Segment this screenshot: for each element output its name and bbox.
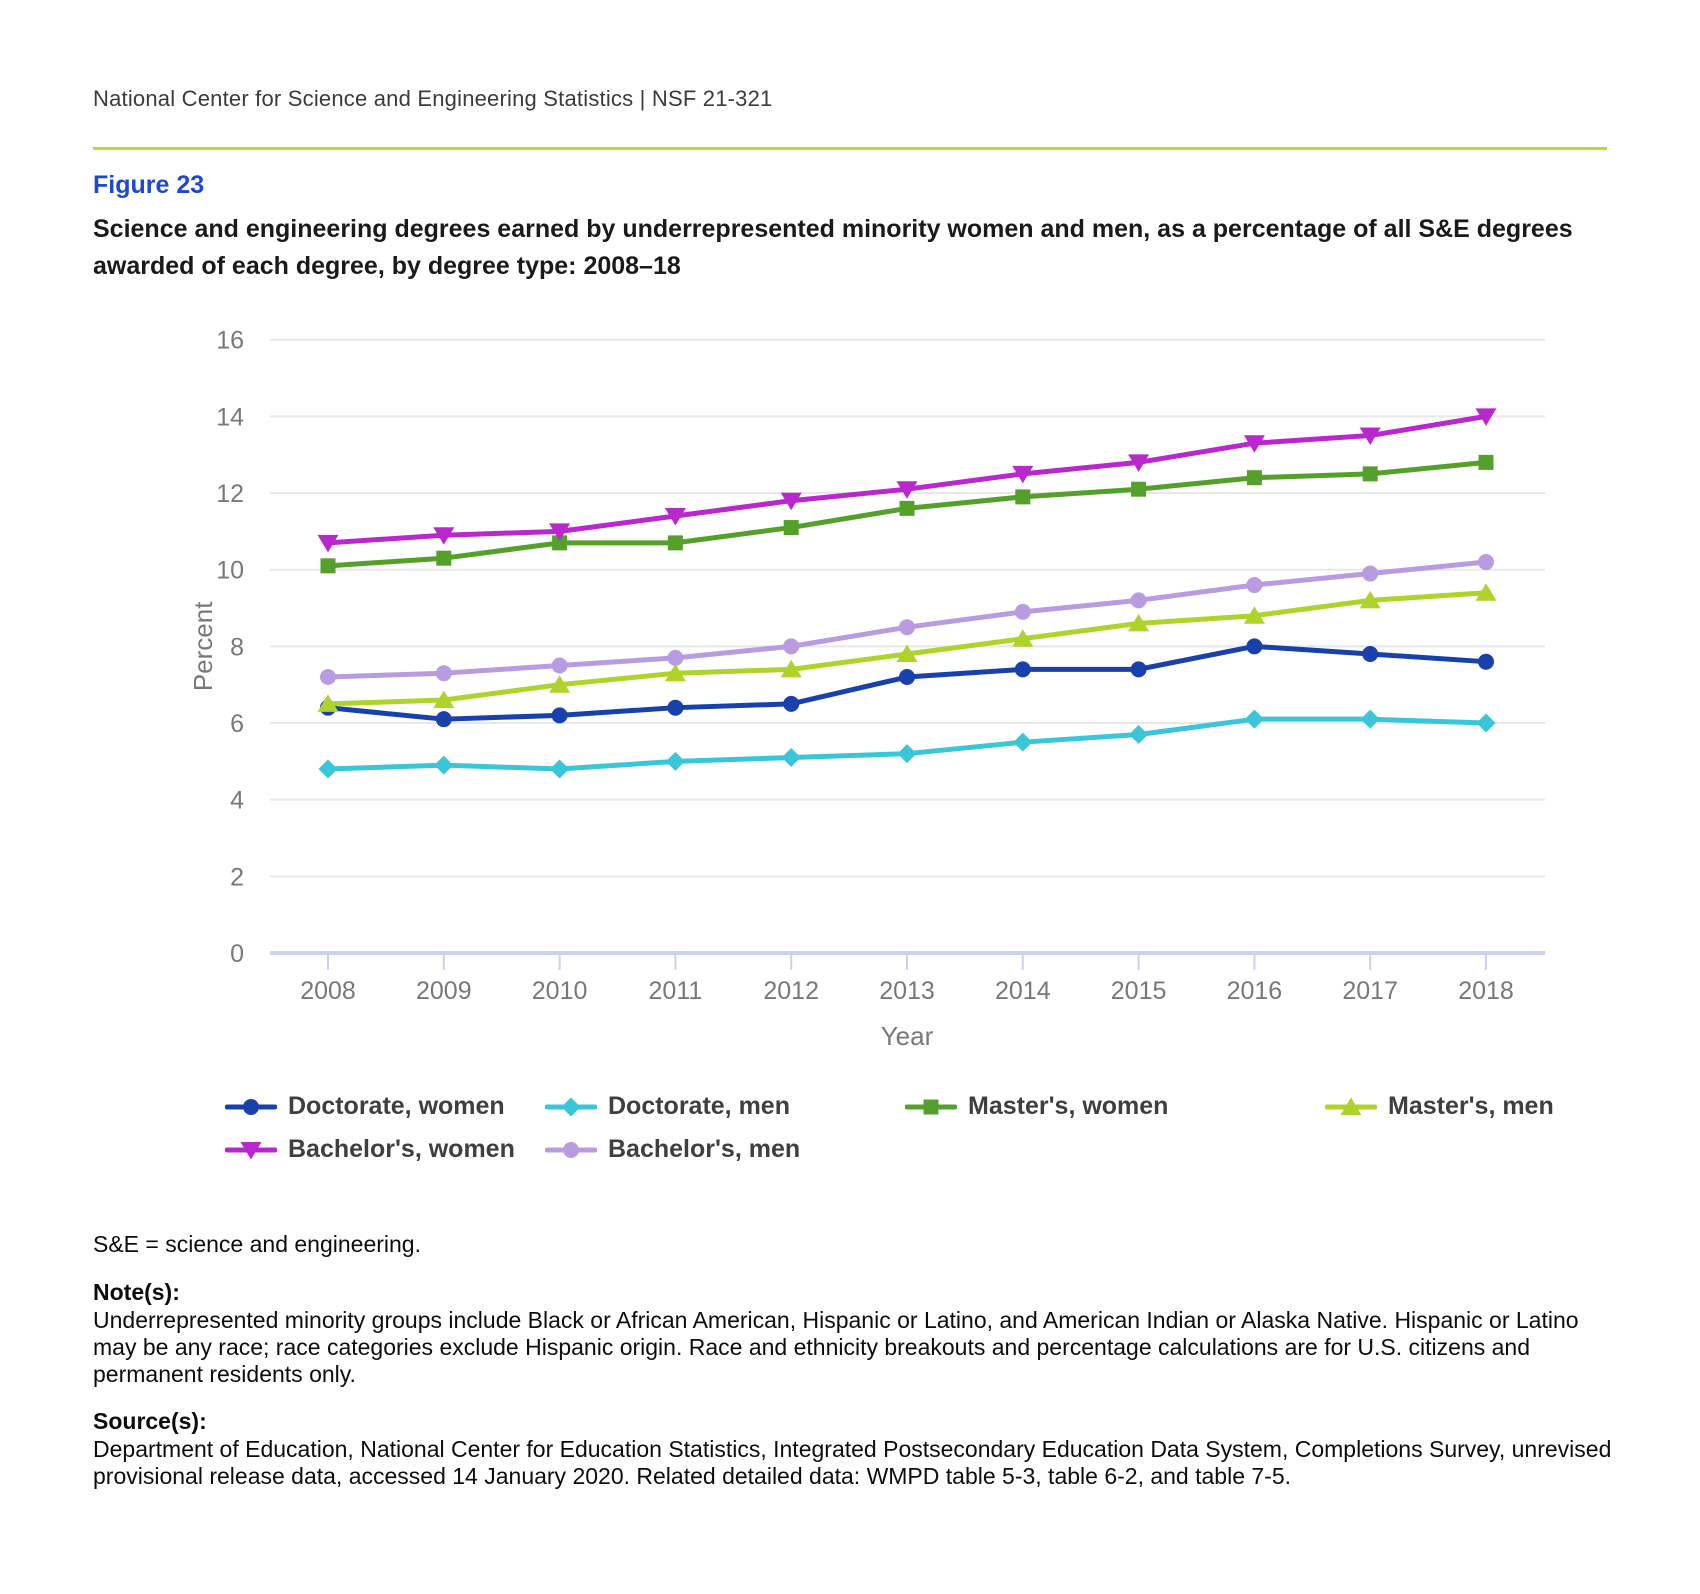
circle-marker [899, 619, 915, 635]
circle-marker [320, 669, 336, 685]
square-marker [1131, 482, 1146, 497]
circle-marker [436, 711, 452, 727]
figure-title: Science and engineering degrees earned by underrepresented minority women and men, as a percentage of all S&E degrees awarded of each degree, by degree type: 2008–18 [93, 215, 1573, 280]
triangle-up-legend-icon [1325, 1096, 1377, 1118]
y-tick-label: 16 [216, 326, 244, 355]
x-tick-label: 2009 [415, 977, 472, 1005]
diamond-marker [550, 760, 569, 779]
series-master-s-women [321, 455, 1494, 573]
circle-marker [1478, 654, 1494, 670]
legend-item-doctorate-women[interactable] [225, 1092, 545, 1121]
notes-text: Underrepresented minority groups include Black or African American, Hispanic or Latino, and American Indian or Alaska Native. Hispanic or Latino may be any race; race categories exclude Hispanic origin. Race and ethnicity breakouts and percentage calculations are for U.S. citizens and permanent residents only. [93, 1307, 1579, 1387]
legend-label: Doctorate, men [608, 1092, 790, 1120]
diamond-marker [319, 760, 338, 779]
square-marker [1247, 470, 1262, 485]
triangle-down-legend-icon [225, 1139, 277, 1161]
circle-marker [552, 707, 568, 723]
y-tick-label: 8 [230, 633, 244, 662]
circle-marker [783, 638, 799, 654]
x-tick-label: 2018 [1458, 977, 1514, 1005]
legend-label: Master's, men [1388, 1092, 1554, 1120]
legend-item-doctorate-men[interactable] [545, 1092, 905, 1121]
x-tick-label: 2016 [1226, 977, 1283, 1005]
circle-marker [783, 696, 799, 712]
series-bachelor-s-women [318, 408, 1497, 552]
circle-marker [243, 1099, 259, 1115]
section-divider [93, 147, 1607, 150]
circle-marker [1246, 638, 1262, 654]
y-tick-label: 0 [230, 940, 244, 968]
circle-marker [1246, 577, 1262, 593]
chart-legend [225, 1092, 1665, 1164]
x-tick-label: 2014 [994, 977, 1051, 1005]
square-marker [900, 501, 915, 516]
report-header: National Center for Science and Engineering Statistics | NSF 21-321 [93, 86, 773, 111]
figure-number: Figure 23 [93, 171, 205, 199]
circle-marker [436, 665, 452, 681]
circle-marker [899, 669, 915, 685]
series-master-s-men [318, 583, 1497, 712]
diamond-marker [666, 752, 685, 771]
legend-item-bachelor-s-men[interactable] [545, 1135, 905, 1164]
circle-legend-icon [545, 1139, 597, 1161]
x-tick-label: 2015 [1110, 977, 1167, 1005]
legend-item-bachelor-s-women[interactable] [225, 1135, 545, 1164]
y-tick-label: 10 [216, 556, 244, 585]
x-tick-label: 2012 [763, 977, 820, 1005]
circle-marker [1131, 592, 1147, 608]
circle-legend-icon [225, 1096, 277, 1118]
circle-marker [667, 650, 683, 666]
diamond-marker [1361, 710, 1380, 729]
square-marker [784, 520, 799, 535]
circle-marker [667, 700, 683, 716]
circle-marker [1362, 566, 1378, 582]
legend-label: Bachelor's, women [288, 1135, 515, 1163]
circle-marker [552, 658, 568, 674]
square-marker [1479, 455, 1494, 470]
diamond-marker [1477, 714, 1496, 733]
diamond-marker [1013, 733, 1032, 752]
diamond-marker [1129, 725, 1148, 744]
square-marker [1015, 489, 1030, 504]
line-chart-svg [140, 295, 1560, 1065]
square-marker [668, 535, 683, 550]
square-marker [1363, 466, 1378, 481]
x-tick-label: 2010 [531, 977, 588, 1005]
square-legend-icon [905, 1096, 957, 1118]
diamond-marker [562, 1097, 581, 1116]
diamond-legend-icon [545, 1096, 597, 1118]
square-marker [924, 1099, 939, 1114]
circle-marker [1131, 661, 1147, 677]
square-marker [321, 558, 336, 573]
circle-marker [1478, 554, 1494, 570]
y-tick-label: 4 [230, 786, 244, 815]
x-tick-label: 2017 [1342, 977, 1399, 1005]
series-line [328, 416, 1486, 542]
legend-label: Master's, women [968, 1092, 1169, 1120]
legend-label: Bachelor's, men [608, 1135, 801, 1163]
circle-marker [563, 1142, 579, 1158]
circle-marker [1015, 661, 1031, 677]
abbreviation-note: S&E = science and engineering. [93, 1231, 421, 1257]
x-tick-label: 2013 [879, 977, 935, 1005]
legend-item-master-s-women[interactable] [905, 1092, 1325, 1121]
y-tick-label: 14 [216, 403, 244, 432]
x-axis-title: Year [880, 1021, 934, 1051]
sources-text: Department of Education, National Center for Education Statistics, Integrated Postsecondary Education Data System, Completions Survey, unrevised provisional release data, accessed 14 January 2020. Related detailed data: WMPD table 5-3, table 6-2, and table 7-5. [93, 1436, 1612, 1489]
square-marker [436, 551, 451, 566]
legend-item-master-s-men[interactable] [1325, 1092, 1665, 1121]
y-tick-label: 2 [230, 863, 244, 892]
circle-marker [1015, 604, 1031, 620]
sources-heading: Source(s): [93, 1408, 207, 1434]
y-axis-title: Percent [188, 601, 218, 692]
y-tick-label: 6 [230, 710, 244, 739]
notes-heading: Note(s): [93, 1279, 180, 1305]
diamond-marker [782, 748, 801, 767]
y-tick-label: 12 [216, 480, 244, 509]
diamond-marker [434, 756, 453, 775]
series-bachelor-s-men [320, 554, 1494, 685]
x-tick-label: 2008 [300, 977, 356, 1005]
x-tick-label: 2011 [648, 977, 703, 1005]
diamond-marker [898, 744, 917, 763]
legend-label: Doctorate, women [288, 1092, 505, 1120]
series-doctorate-men [319, 710, 1496, 779]
diamond-marker [1245, 710, 1264, 729]
circle-marker [1362, 646, 1378, 662]
